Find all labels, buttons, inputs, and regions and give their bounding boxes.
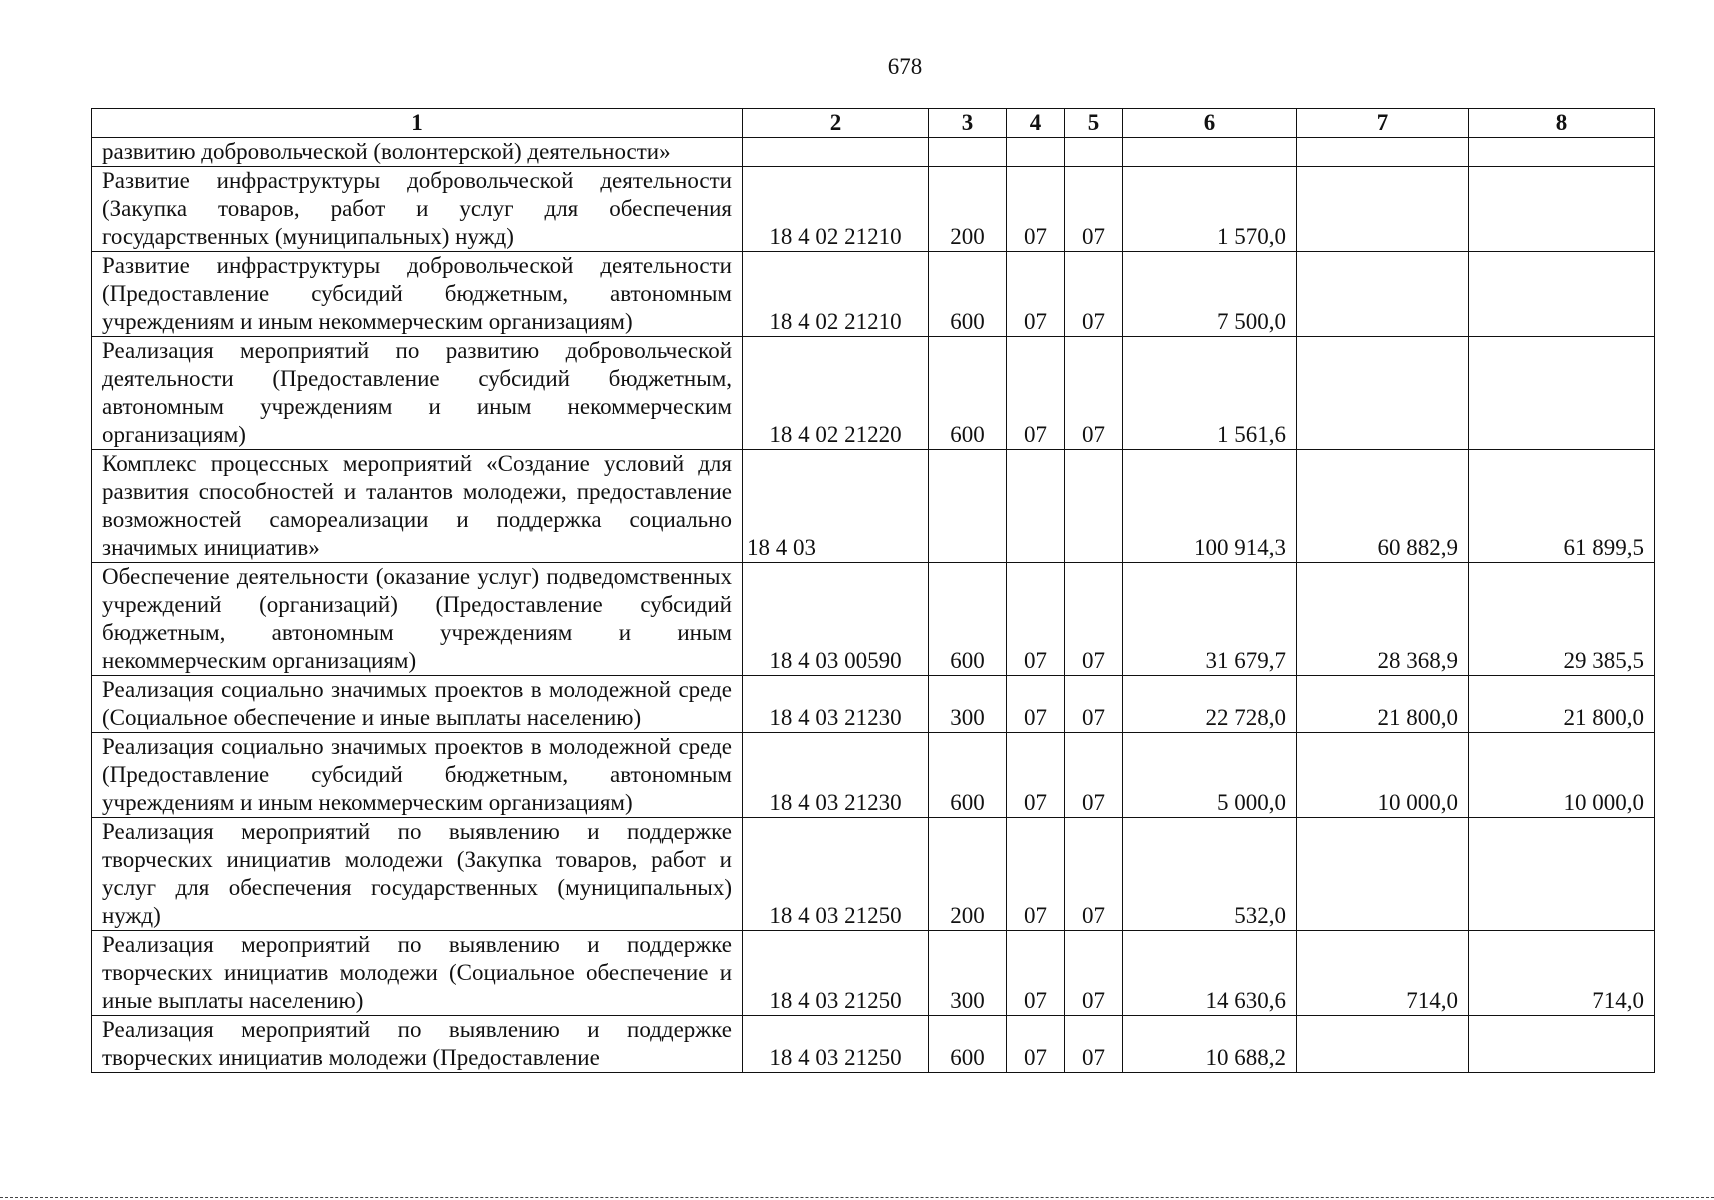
row-description: развитию добровольческой (волонтерской) деятельности» [92, 138, 743, 167]
row-col-5: 07 [1065, 337, 1123, 450]
row-col-4: 07 [1007, 676, 1065, 733]
table-row [92, 1016, 1655, 1073]
row-col-6: 532,0 [1123, 818, 1297, 931]
row-col-8: 29 385,5 [1469, 563, 1655, 676]
row-col-6: 22 728,0 [1123, 676, 1297, 733]
row-col-5: 07 [1065, 252, 1123, 337]
row-col-5: 07 [1065, 1016, 1123, 1073]
row-col-6 [1123, 138, 1297, 167]
row-col-6: 1 570,0 [1123, 167, 1297, 252]
header-row [92, 109, 1655, 138]
row-description: Развитие инфраструктуры добровольческой деятельности (Закупка товаров, работ и услуг для обеспечения государственных (муниципальных) нужд) [92, 167, 743, 252]
table-row [92, 818, 1655, 931]
row-description: Реализация мероприятий по выявлению и поддержке творческих инициатив молодежи (Социальное обеспечение и иные выплаты населению) [92, 931, 743, 1016]
row-col-6: 100 914,3 [1123, 450, 1297, 563]
row-col-3: 300 [929, 676, 1007, 733]
row-description: Реализация социально значимых проектов в молодежной среде (Социальное обеспечение и иные выплаты населению) [92, 676, 743, 733]
budget-table [91, 108, 1655, 1073]
row-col-3 [929, 450, 1007, 563]
row-col-3: 300 [929, 931, 1007, 1016]
row-col-8 [1469, 1016, 1655, 1073]
row-col-7 [1297, 138, 1469, 167]
table-row [92, 676, 1655, 733]
row-code: 18 4 03 [743, 450, 929, 563]
row-col-7: 714,0 [1297, 931, 1469, 1016]
row-description: Реализация социально значимых проектов в молодежной среде (Предоставление субсидий бюджетным, автономным учреждениям и иным некоммерческим организациям) [92, 733, 743, 818]
row-col-5: 07 [1065, 931, 1123, 1016]
row-col-3 [929, 138, 1007, 167]
row-col-6: 5 000,0 [1123, 733, 1297, 818]
row-col-6: 7 500,0 [1123, 252, 1297, 337]
row-description: Обеспечение деятельности (оказание услуг) подведомственных учреждений (организаций) (Предоставление субсидий бюджетным, автономным учреждениям и иным некоммерческим организациям) [92, 563, 743, 676]
page-number: 678 [887, 54, 923, 79]
row-col-4: 07 [1007, 252, 1065, 337]
row-col-3: 200 [929, 818, 1007, 931]
row-col-7 [1297, 1016, 1469, 1073]
row-description: Комплекс процессных мероприятий «Создание условий для развития способностей и талантов молодежи, предоставление возможностей самореализации и поддержка социально значимых инициатив» [92, 450, 743, 563]
row-col-8: 21 800,0 [1469, 676, 1655, 733]
row-code: 18 4 02 21210 [743, 167, 929, 252]
row-col-3: 600 [929, 733, 1007, 818]
row-col-5: 07 [1065, 733, 1123, 818]
row-col-3: 600 [929, 252, 1007, 337]
row-col-8 [1469, 138, 1655, 167]
row-col-8: 61 899,5 [1469, 450, 1655, 563]
row-col-8 [1469, 252, 1655, 337]
row-col-5 [1065, 450, 1123, 563]
header-col-5: 5 [1065, 109, 1123, 138]
row-col-5 [1065, 138, 1123, 167]
header-col-4: 4 [1007, 109, 1065, 138]
header-col-6: 6 [1123, 109, 1297, 138]
row-col-7: 28 368,9 [1297, 563, 1469, 676]
table-row [92, 138, 1655, 167]
row-description: Реализация мероприятий по выявлению и поддержке творческих инициатив молодежи (Закупка товаров, работ и услуг для обеспечения государственных (муниципальных) нужд) [92, 818, 743, 931]
row-col-4: 07 [1007, 563, 1065, 676]
header-col-2: 2 [743, 109, 929, 138]
row-description: Развитие инфраструктуры добровольческой деятельности (Предоставление субсидий бюджетным, автономным учреждениям и иным некоммерческим организациям) [92, 252, 743, 337]
row-code: 18 4 03 21230 [743, 733, 929, 818]
row-col-4 [1007, 450, 1065, 563]
row-col-3: 200 [929, 167, 1007, 252]
row-col-8 [1469, 818, 1655, 931]
header-col-3: 3 [929, 109, 1007, 138]
row-col-7 [1297, 252, 1469, 337]
table-row [92, 252, 1655, 337]
row-col-8 [1469, 167, 1655, 252]
scan-edge-line [0, 1197, 1714, 1198]
header-col-7: 7 [1297, 109, 1469, 138]
row-col-7: 10 000,0 [1297, 733, 1469, 818]
row-code: 18 4 03 21250 [743, 818, 929, 931]
row-col-3: 600 [929, 1016, 1007, 1073]
row-code [743, 138, 929, 167]
row-code: 18 4 03 21230 [743, 676, 929, 733]
row-description: Реализация мероприятий по выявлению и поддержке творческих инициатив молодежи (Предоставление [92, 1016, 743, 1073]
row-col-7 [1297, 167, 1469, 252]
header-col-8: 8 [1469, 109, 1655, 138]
table-row [92, 337, 1655, 450]
row-col-4: 07 [1007, 337, 1065, 450]
row-col-6: 14 630,6 [1123, 931, 1297, 1016]
table-row [92, 450, 1655, 563]
row-col-5: 07 [1065, 818, 1123, 931]
row-col-5: 07 [1065, 676, 1123, 733]
row-col-4: 07 [1007, 733, 1065, 818]
row-col-7 [1297, 337, 1469, 450]
row-col-8 [1469, 337, 1655, 450]
row-col-4 [1007, 138, 1065, 167]
row-col-4: 07 [1007, 1016, 1065, 1073]
row-col-4: 07 [1007, 931, 1065, 1016]
table-row [92, 931, 1655, 1016]
row-description: Реализация мероприятий по развитию добровольческой деятельности (Предоставление субсидий бюджетным, автономным учреждениям и иным некоммерческим организациям) [92, 337, 743, 450]
row-col-7: 21 800,0 [1297, 676, 1469, 733]
table-row [92, 563, 1655, 676]
row-col-4: 07 [1007, 818, 1065, 931]
header-col-1: 1 [92, 109, 743, 138]
table-row [92, 733, 1655, 818]
row-code: 18 4 03 21250 [743, 931, 929, 1016]
row-code: 18 4 02 21220 [743, 337, 929, 450]
row-col-6: 10 688,2 [1123, 1016, 1297, 1073]
row-col-6: 1 561,6 [1123, 337, 1297, 450]
row-col-7: 60 882,9 [1297, 450, 1469, 563]
row-code: 18 4 02 21210 [743, 252, 929, 337]
row-col-5: 07 [1065, 167, 1123, 252]
row-col-4: 07 [1007, 167, 1065, 252]
row-col-8: 714,0 [1469, 931, 1655, 1016]
row-code: 18 4 03 21250 [743, 1016, 929, 1073]
row-col-5: 07 [1065, 563, 1123, 676]
row-code: 18 4 03 00590 [743, 563, 929, 676]
row-col-3: 600 [929, 337, 1007, 450]
row-col-8: 10 000,0 [1469, 733, 1655, 818]
row-col-3: 600 [929, 563, 1007, 676]
row-col-7 [1297, 818, 1469, 931]
table-row [92, 167, 1655, 252]
row-col-6: 31 679,7 [1123, 563, 1297, 676]
